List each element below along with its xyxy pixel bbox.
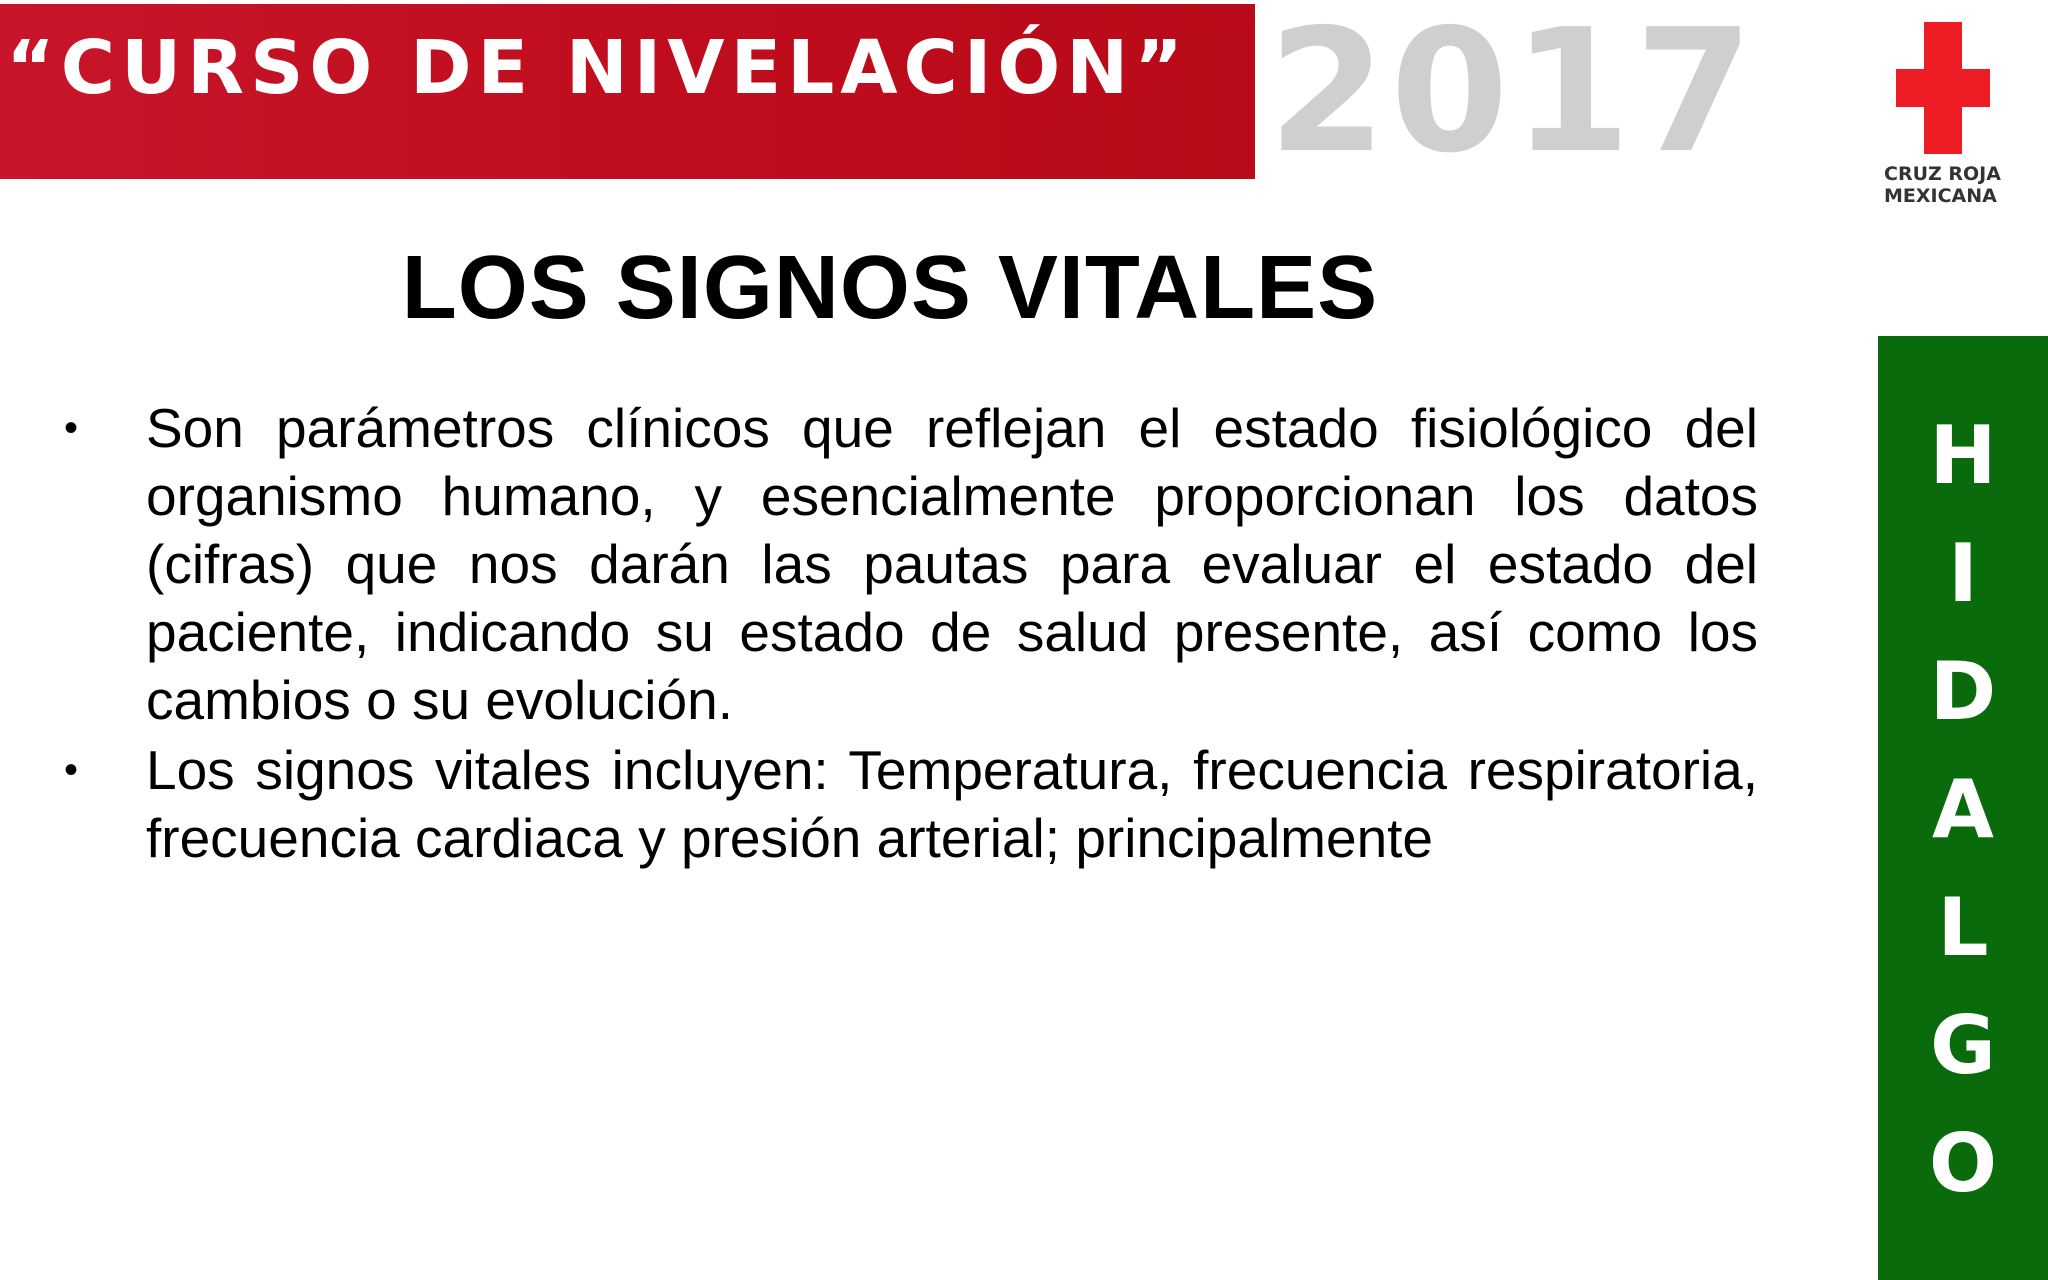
bullet-item — [58, 394, 1758, 734]
red-cross-icon — [1896, 22, 1990, 154]
year-label: 2017 — [1268, 0, 1758, 191]
state-side-banner — [1878, 336, 2048, 1280]
cruz-roja-logo — [1880, 20, 2030, 220]
side-letter: O — [1928, 1117, 1997, 1210]
course-title: “CURSO DE NIVELACIÓN” — [6, 25, 1189, 111]
logo-text — [1884, 163, 2030, 207]
bullet-text: Son parámetros clínicos que reflejan el estado fisiológico del organismo humano, y esencialmente proporcionan los datos (cifras) que nos darán las pautas para evaluar el estado del paciente, indicando su estado de salud presente, así como los cambios o su evolución. — [146, 397, 1758, 731]
bullet-list — [58, 394, 1758, 874]
bullet-icon: • — [64, 406, 79, 450]
side-letter: L — [1937, 881, 1989, 974]
side-letter: I — [1948, 527, 1978, 620]
course-banner — [0, 4, 1255, 179]
logo-line-2: MEXICANA — [1884, 185, 1997, 207]
side-letter: G — [1930, 999, 1996, 1092]
bullet-icon: • — [64, 748, 79, 792]
logo-line-1: CRUZ ROJA — [1884, 163, 2001, 185]
side-letter: A — [1932, 763, 1994, 856]
bullet-text: Los signos vitales incluyen: Temperatura, frecuencia respiratoria, frecuencia cardiaca y presión arterial; principalmente — [146, 739, 1758, 869]
side-letter: D — [1929, 645, 1997, 738]
slide-title: LOS SIGNOS VITALES — [401, 238, 1379, 338]
side-letter: H — [1929, 409, 1997, 502]
bullet-item — [58, 736, 1758, 872]
